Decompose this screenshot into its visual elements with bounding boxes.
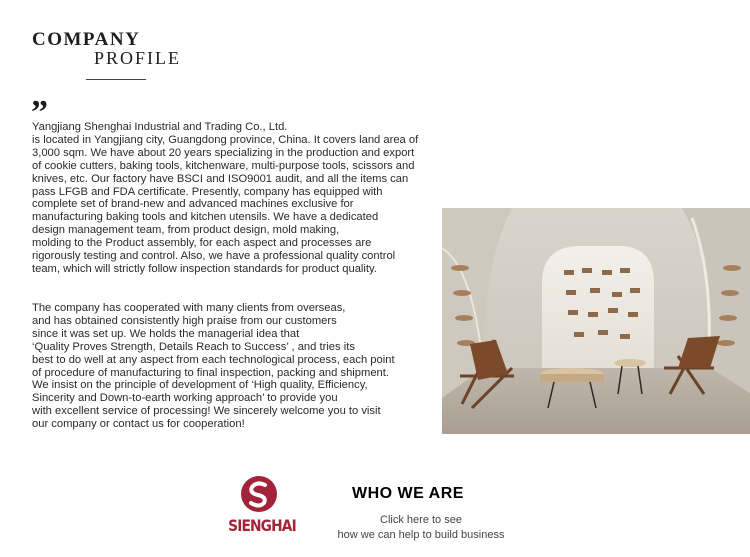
showroom-photo <box>442 208 750 434</box>
showroom-illustration <box>442 208 750 434</box>
profile-paragraph-2: The company has cooperated with many clients from overseas, and has obtained consistently high praise from our customers since it was set up. We holds the managerial idea that ‘Quality Proves Strength, Details Reach to Success’ , and tries its best to do well at any aspect from each technological process, each point of procedure of manufacturing to final inspection, packing and shipment. We insist on the principle of development of ‘High quality, Efficiency, Sincerity and Down-to-earth working approach’ to provide you with excellent service of processing! We sincerely welcome you to visit our company or contact us for cooperation! <box>32 302 395 431</box>
company-logo[interactable] <box>214 468 310 548</box>
heading-underline <box>86 79 146 80</box>
company-heading-line1: COMPANY <box>32 29 141 50</box>
who-we-are-link-line1[interactable]: Click here to see <box>380 514 462 526</box>
quote-mark-icon: ” <box>31 94 48 131</box>
who-we-are-title: WHO WE ARE <box>352 485 464 502</box>
logo-s-icon <box>240 475 278 513</box>
company-heading-line2: PROFILE <box>94 48 182 68</box>
who-we-are-link-line2[interactable]: how we can help to build business <box>337 529 505 541</box>
logo-wordmark: SIENGHAI <box>228 516 296 535</box>
profile-paragraph-1: Yangjiang Shenghai Industrial and Trading Co., Ltd. is located in Yangjiang city, Guangdong province, China. It covers land area of 3,000 sqm. We have about 20 years specializing in the production and export of cookie cutters, baking tools, kitchenware, multi-purpose tools, scissors and knives, etc. Our factory have BSCI and ISO9001 audit, and all the items can pass LFGB and FDA certificate. Presently, company has equipped with complete set of brand-new and advanced machines exclusive for manufacturing baking tools and kitchen utensils. We have a dedicated design management team, from product design, mold making, molding to the Product assembly, for each aspect and processes are rigorously testing and control. Also, we have a professional quality control team, which will strictly follow inspection standards for product quality. <box>32 121 419 275</box>
